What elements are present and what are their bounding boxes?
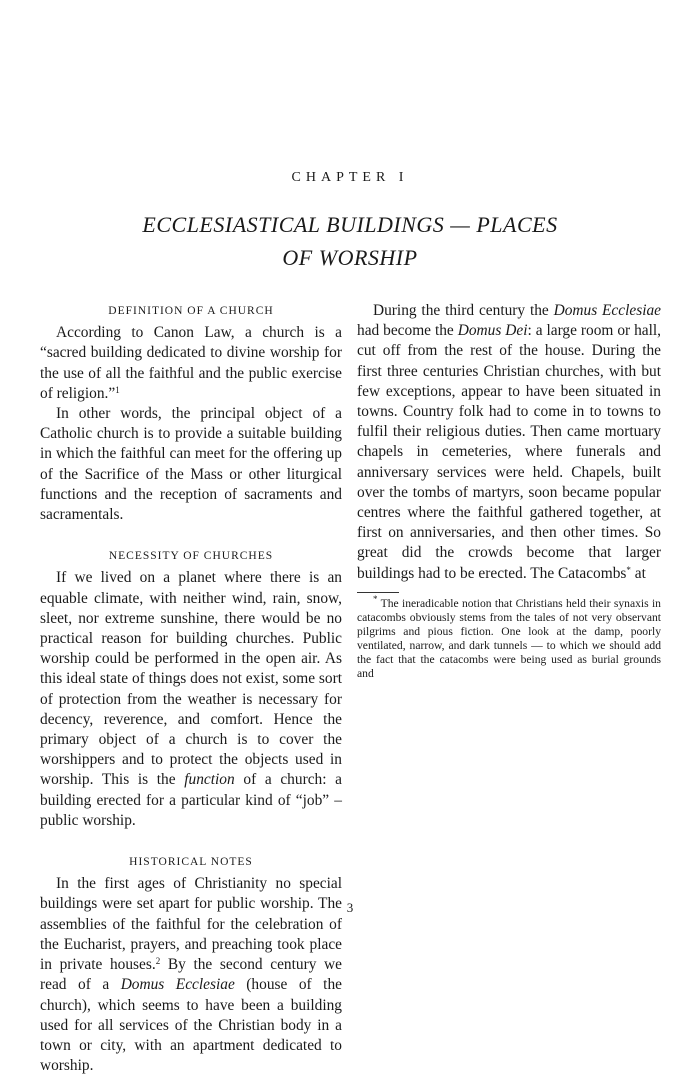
emphasis-domus-dei: Domus Dei [457, 322, 528, 340]
footnote-ref-1: 1 [115, 384, 120, 395]
chapter-title-line-2: OF WORSHIP [282, 245, 418, 270]
necessity-paragraph-1: If we lived on a planet where there is an equable climate, with neither wind, rain, snow, sleet, nor extreme sunshine, there would be no practical reason for building churches. Public worship could be performed in the open air. As this ideal state of things does not exist, some sort of protection from the weather is necessary for decency, reverence, and comfort. Hence the primary object of a church is to cover the worshippers and to protect the objects used in worship. This is the function of a church: a building erected for a particular kind of “job” – public worship. [40, 569, 342, 829]
history-paragraph-1: In the first ages of Christianity no special buildings were set apart for public worship. The assemblies of the faithful for the celebration of the Eucharist, prayers, and preaching took place in private houses.$^2$ By the second century we read of a Domus Ecclesiae (house of the church), which seems to have been a building used for all services of the Christian body in a town or city, with an apartment dedicated to worship. [40, 875, 342, 1075]
left-column [40, 301, 342, 1076]
emphasis-domus-ecclesiae: Domus Ecclesiae [120, 976, 235, 994]
footnote-divider [357, 592, 399, 593]
footnote: * The ineradicable notion that Christians held their synaxis in catacombs obviously stems from the tales of not very observant pilgrims and pious fiction. One look at the damp, poorly ventilated, narrow, and dark tunnels — to which we should add the fact that the catacombs were being used as burial grounds and [357, 593, 661, 680]
section-heading-necessity: NECESSITY OF CHURCHES [108, 550, 274, 563]
history-paragraph-2: During the third century the Domus Ecclesiae had become the Domus Dei: a large room or hall, cut off from the rest of the house. During the first three centuries Christian churches, with but few exceptions, appear to have been situated in towns. Country folk had to come in to towns to fulfil their religious duties. Then came mortuary chapels in cemeteries, where funerals and anniversary services were held. Chapels, built over the tombs of martyrs, soon became popular centres where the faithful gathered together, at first on anniversaries, and then other times. So great did the crowds become that larger buildings had to be erected. The Catacombs* at [357, 302, 662, 582]
footnote-mark: * [373, 593, 378, 604]
footnote-ref-2: 2 [155, 956, 161, 967]
chapter-title [0, 208, 700, 274]
emphasis-function: function [184, 771, 235, 789]
definition-paragraph-1: According to Canon Law, a church is a “sacred building dedicated to divine worship for the use of all the faithful and the public exercise of religion.”$^1$ [40, 324, 342, 402]
emphasis-domus-ecclesiae-2: Domus Ecclesiae [553, 302, 661, 319]
section-heading-definition: DEFINITION OF A CHURCH [108, 305, 274, 317]
chapter-title-line-1: ECCLESIASTICAL BUILDINGS — PLACES [142, 212, 558, 237]
right-column [357, 301, 661, 681]
page-number: 3 [346, 900, 354, 915]
chapter-label: CHAPTER I [291, 170, 409, 185]
section-heading-history: HISTORICAL NOTES [129, 856, 253, 869]
footnote-ref-star: * [626, 564, 631, 575]
definition-paragraph-2: In other words, the principal object of a Catholic church is to provide a suitable building in which the faithful can meet for the offering up of the Sacrifice of the Mass or other liturgical functions and the reception of sacraments and sacramentals. [40, 405, 342, 524]
